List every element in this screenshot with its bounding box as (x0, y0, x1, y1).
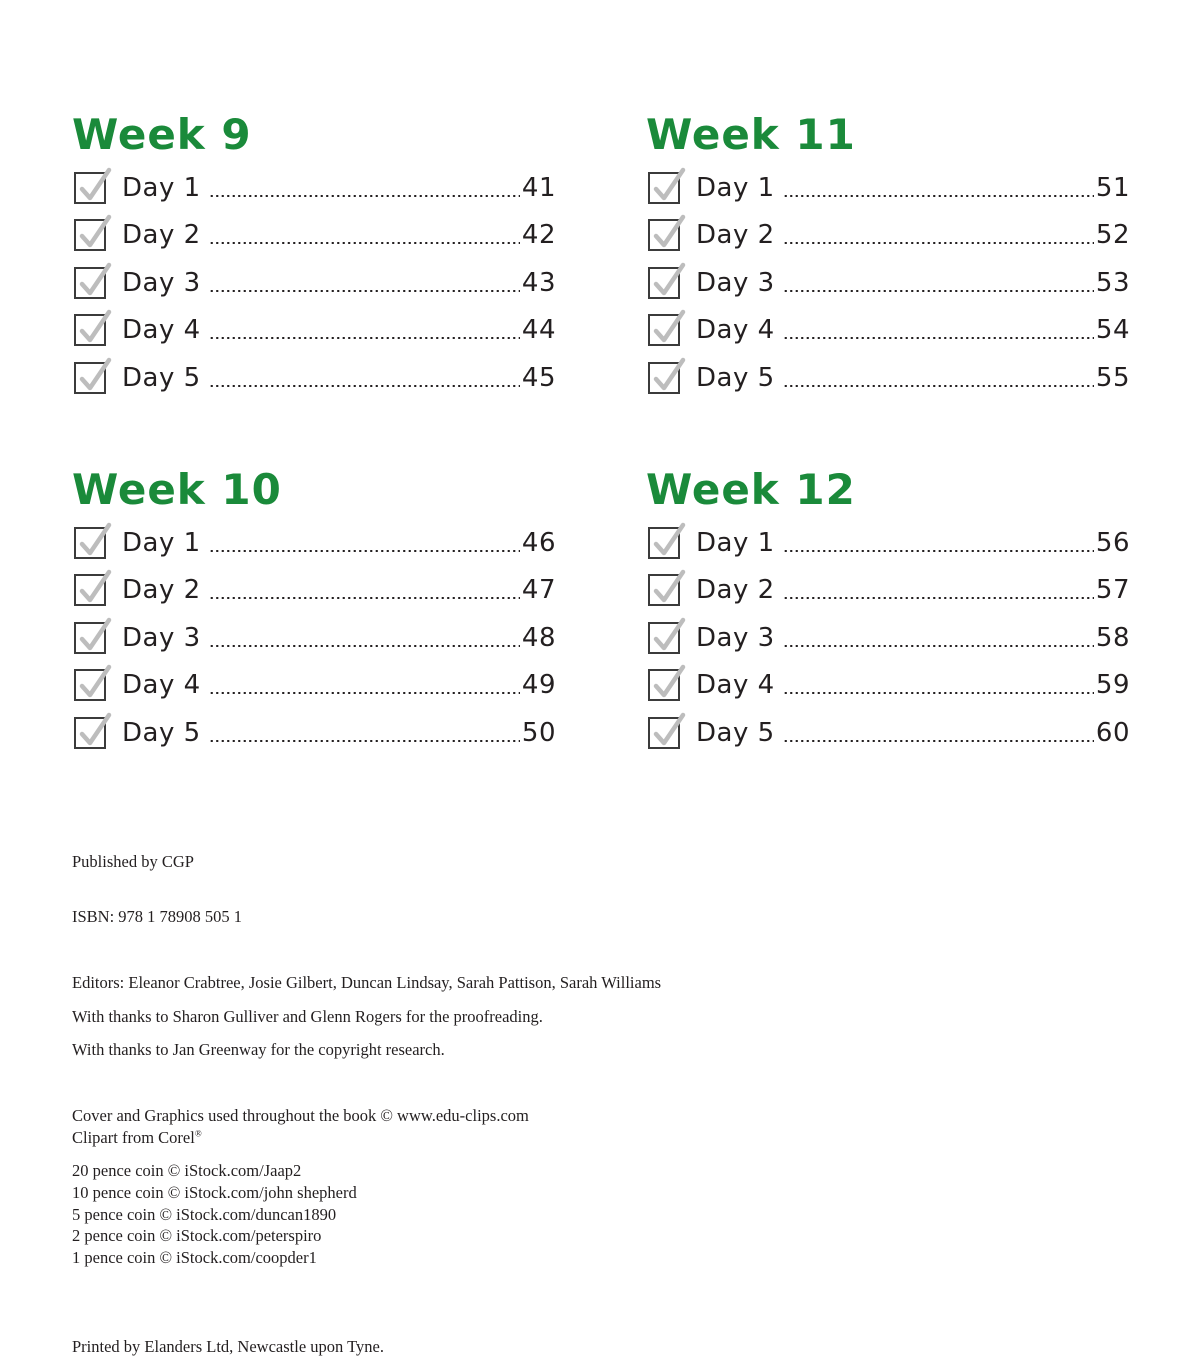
publisher-line: Published by CGP (72, 852, 194, 871)
checkbox-icon[interactable] (74, 527, 106, 559)
week-section-9 (74, 110, 556, 402)
day-list (74, 164, 556, 402)
checkbox-icon[interactable] (74, 717, 106, 749)
copyright-thanks: With thanks to Jan Greenway for the copyright research. (72, 1040, 445, 1059)
page-number: 60 (1095, 717, 1130, 748)
checkbox-icon[interactable] (648, 574, 680, 606)
checkbox-icon[interactable] (74, 314, 106, 346)
checkbox-icon[interactable] (74, 669, 106, 701)
checkbox-icon[interactable] (74, 574, 106, 606)
week-title: Week 9 (72, 110, 252, 159)
checkbox-icon[interactable] (74, 622, 106, 654)
day-row (648, 164, 1130, 212)
checkmark-icon (77, 713, 111, 749)
day-label: Day 4 (696, 315, 775, 346)
page-number: 53 (1095, 267, 1130, 298)
day-label: Day 5 (696, 362, 775, 393)
day-label: Day 2 (696, 575, 775, 606)
day-list (648, 519, 1130, 757)
coin-credit: 5 pence coin © iStock.com/duncan1890 (72, 1205, 337, 1224)
dot-leader (209, 337, 520, 339)
checkmark-icon (77, 570, 111, 606)
week-title: Week 11 (646, 110, 856, 159)
checkmark-icon (651, 358, 685, 394)
checkbox-icon[interactable] (648, 172, 680, 204)
clipart-credit (72, 1127, 202, 1149)
day-row (648, 259, 1130, 307)
page-number: 59 (1095, 670, 1130, 701)
coin-credit: 10 pence coin © iStock.com/john shepherd (72, 1183, 357, 1202)
page-number: 48 (521, 622, 556, 653)
page-number: 41 (521, 172, 556, 203)
dot-leader (783, 290, 1094, 292)
checkmark-icon (77, 523, 111, 559)
checkbox-icon[interactable] (648, 622, 680, 654)
clipart-credit-text: Clipart from Corel (72, 1128, 195, 1147)
dot-leader (209, 597, 520, 599)
cover-credit: Cover and Graphics used throughout the book © www.edu-clips.com (72, 1106, 529, 1125)
day-label: Day 5 (122, 717, 201, 748)
page-number: 55 (1095, 362, 1130, 393)
page-number: 43 (521, 267, 556, 298)
day-row (74, 307, 556, 355)
day-label: Day 1 (122, 527, 201, 558)
day-label: Day 4 (696, 670, 775, 701)
dot-leader (783, 645, 1094, 647)
dot-leader (783, 337, 1094, 339)
dot-leader (209, 195, 520, 197)
day-row (648, 519, 1130, 567)
day-row (74, 709, 556, 757)
dot-leader (783, 692, 1094, 694)
day-label: Day 4 (122, 670, 201, 701)
checkbox-icon[interactable] (648, 717, 680, 749)
registered-mark: ® (194, 1128, 202, 1139)
page-number: 49 (521, 670, 556, 701)
coin-credit: 2 pence coin © iStock.com/peterspiro (72, 1226, 322, 1245)
day-row (74, 662, 556, 710)
day-label: Day 3 (696, 267, 775, 298)
day-row (74, 614, 556, 662)
day-row (648, 709, 1130, 757)
dot-leader (783, 550, 1094, 552)
checkmark-icon (651, 713, 685, 749)
page-number: 46 (521, 527, 556, 558)
checkmark-icon (651, 168, 685, 204)
checkmark-icon (651, 618, 685, 654)
checkmark-icon (77, 665, 111, 701)
page-number: 52 (1095, 220, 1130, 251)
day-label: Day 2 (122, 220, 201, 251)
dot-leader (209, 645, 520, 647)
checkmark-icon (77, 310, 111, 346)
dot-leader (209, 550, 520, 552)
checkmark-icon (77, 168, 111, 204)
day-label: Day 5 (696, 717, 775, 748)
checkbox-icon[interactable] (74, 172, 106, 204)
checkmark-icon (651, 523, 685, 559)
day-label: Day 2 (696, 220, 775, 251)
day-label: Day 5 (122, 362, 201, 393)
day-label: Day 1 (696, 172, 775, 203)
day-label: Day 3 (696, 622, 775, 653)
printer-line: Printed by Elanders Ltd, Newcastle upon Tyne. (72, 1337, 384, 1356)
week-title: Week 12 (646, 465, 856, 514)
checkbox-icon[interactable] (648, 669, 680, 701)
dot-leader (783, 385, 1094, 387)
coin-credit: 1 pence coin © iStock.com/coopder1 (72, 1248, 317, 1267)
week-section-10 (74, 465, 556, 757)
day-row (648, 212, 1130, 260)
checkbox-icon[interactable] (648, 219, 680, 251)
checkbox-icon[interactable] (74, 267, 106, 299)
day-row (648, 567, 1130, 615)
day-list (74, 519, 556, 757)
checkmark-icon (651, 570, 685, 606)
page-number: 57 (1095, 575, 1130, 606)
checkmark-icon (651, 310, 685, 346)
day-row (74, 519, 556, 567)
checkmark-icon (651, 215, 685, 251)
day-row (648, 307, 1130, 355)
page-number: 47 (521, 575, 556, 606)
day-row (648, 662, 1130, 710)
day-row (74, 212, 556, 260)
dot-leader (783, 597, 1094, 599)
checkbox-icon[interactable] (648, 267, 680, 299)
day-label: Day 2 (122, 575, 201, 606)
page-number: 58 (1095, 622, 1130, 653)
page-number: 54 (1095, 315, 1130, 346)
checkmark-icon (77, 358, 111, 394)
proofreading-thanks: With thanks to Sharon Gulliver and Glenn Rogers for the proofreading. (72, 1007, 543, 1026)
page-number: 44 (521, 315, 556, 346)
coin-credit: 20 pence coin © iStock.com/Jaap2 (72, 1161, 302, 1180)
day-row (74, 164, 556, 212)
page-number: 42 (521, 220, 556, 251)
page-number: 56 (1095, 527, 1130, 558)
checkbox-icon[interactable] (74, 219, 106, 251)
checkmark-icon (651, 263, 685, 299)
checkmark-icon (77, 215, 111, 251)
day-label: Day 3 (122, 622, 201, 653)
day-label: Day 1 (696, 527, 775, 558)
dot-leader (783, 740, 1094, 742)
checkbox-icon[interactable] (648, 314, 680, 346)
dot-leader (209, 385, 520, 387)
page-number: 45 (521, 362, 556, 393)
day-list (648, 164, 1130, 402)
dot-leader (783, 195, 1094, 197)
isbn-line: ISBN: 978 1 78908 505 1 (72, 907, 243, 926)
week-section-12 (648, 465, 1130, 757)
dot-leader (209, 290, 520, 292)
checkbox-icon[interactable] (648, 362, 680, 394)
day-row (74, 567, 556, 615)
day-label: Day 4 (122, 315, 201, 346)
checkmark-icon (77, 618, 111, 654)
day-row (74, 354, 556, 402)
day-row (648, 614, 1130, 662)
day-label: Day 3 (122, 267, 201, 298)
week-section-11 (648, 110, 1130, 402)
dot-leader (209, 692, 520, 694)
dot-leader (783, 242, 1094, 244)
page-number: 51 (1095, 172, 1130, 203)
checkmark-icon (651, 665, 685, 701)
day-row (74, 259, 556, 307)
page-number: 50 (521, 717, 556, 748)
dot-leader (209, 242, 520, 244)
checkbox-icon[interactable] (74, 362, 106, 394)
day-row (648, 354, 1130, 402)
day-label: Day 1 (122, 172, 201, 203)
dot-leader (209, 740, 520, 742)
editors-line: Editors: Eleanor Crabtree, Josie Gilbert, Duncan Lindsay, Sarah Pattison, Sarah Williams (72, 973, 662, 992)
week-title: Week 10 (72, 465, 282, 514)
checkmark-icon (77, 263, 111, 299)
checkbox-icon[interactable] (648, 527, 680, 559)
